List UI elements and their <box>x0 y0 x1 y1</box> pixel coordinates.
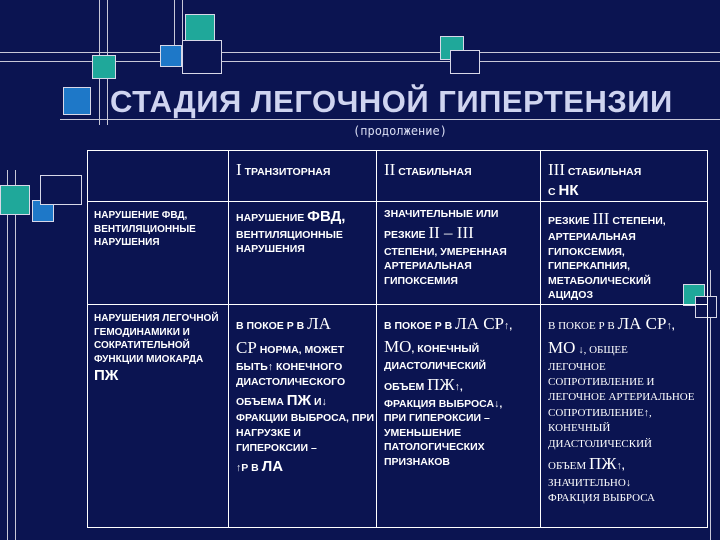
top-rule <box>0 52 720 53</box>
text: И <box>313 396 322 409</box>
text: ОБЪЕМ <box>384 381 425 394</box>
up-arrow-icon: ↑ <box>236 462 242 475</box>
deco-square <box>182 40 222 74</box>
down-arrow-icon: ↓ <box>625 476 632 489</box>
header-stage-3-num: III <box>548 160 565 179</box>
row1-stage2-degree: II – III <box>428 223 474 243</box>
row1-stage3-severe: РЕЗКИЕ <box>548 215 590 227</box>
up-arrow-icon: ↑ <box>616 459 622 472</box>
text: ЗНАЧИТЕЛЬНО <box>548 476 626 489</box>
row1-stage3 <box>548 207 698 303</box>
header-stage-3-text: СТАБИЛЬНАЯ <box>567 166 642 178</box>
header-stage-2 <box>384 158 534 181</box>
text: ФРАКЦИИ ВЫБРОСА, ПРИ НАГРУЗКЕ И ГИПЕРОКСИИ – <box>236 412 374 455</box>
slide-subtitle: (продолжение) <box>353 124 447 138</box>
text: ОБЪЕМ <box>548 459 587 472</box>
down-arrow-icon: ↓ <box>321 396 327 409</box>
row1-stage2-text: ЗНАЧИТЕЛЬНЫЕ ИЛИ <box>384 208 499 220</box>
text: ПРИ ГИПЕРОКСИИ – УМЕНЬШЕНИЕ ПАТОЛОГИЧЕСКИХ ПРИЗНАКОВ <box>384 412 490 468</box>
text: ЛА СР <box>455 314 504 333</box>
up-arrow-icon: ↑ <box>267 361 274 374</box>
row1-stage2-severe: РЕЗКИЕ <box>384 229 426 242</box>
row1-label: НАРУШЕНИЕ ФВД, ВЕНТИЛЯЦИОННЫЕ НАРУШЕНИЯ <box>94 210 196 248</box>
up-arrow-icon: ↑ <box>643 406 650 419</box>
text: ЛА СР <box>617 314 667 333</box>
text: КОНЕЧНОГО ДИАСТОЛИЧЕСКОГО <box>236 361 346 389</box>
text: ФРАКЦИЯ ВЫБРОСА <box>384 397 495 410</box>
header-stage-2-num: II <box>384 160 396 179</box>
row1-stage3-text: СТЕПЕНИ, <box>612 215 666 227</box>
table-col-divider <box>376 150 377 528</box>
text: , ОБЩЕЕ <box>583 343 628 356</box>
text: ПЖ <box>427 375 455 395</box>
row2-stage2: В ПОКОЕ Р В ЛА СР↑, МО, КОНЕЧНЫЙ ДИАСТОЛИЧЕСКИЙ ОБЪЕМ ПЖ↑, ФРАКЦИЯ ВЫБРОСА↓, ПРИ ГИПЕРОКСИИ – УМЕНЬШЕНИЕ ПАТОЛОГИЧЕСКИХ ПРИЗНАКОВ <box>384 314 513 468</box>
row1-stage2-desc: СТЕПЕНИ, УМЕРЕННАЯ АРТЕРИАЛЬНАЯ ГИПОКСЕМИЯ <box>384 245 507 287</box>
text: В ПОКОЕ Р В <box>548 320 615 332</box>
left-edge-rule <box>7 170 8 540</box>
row1-stage3-desc: АРТЕРИАЛЬНАЯ ГИПОКСЕМИЯ, ГИПЕРКАПНИЯ, МЕТАБОЛИЧЕСКИЙ АЦИДОЗ <box>548 231 651 302</box>
text: МО <box>548 337 576 357</box>
deco-square <box>160 45 182 67</box>
text: В ПОКОЕ Р В <box>384 320 453 332</box>
row1-stage1 <box>236 207 374 257</box>
table-col-divider <box>540 150 541 528</box>
text: ЛА <box>261 458 284 476</box>
header-stage-1-num: I <box>236 160 242 179</box>
header-stage-3 <box>548 158 698 202</box>
text: ОБЪЕМА <box>236 396 284 409</box>
text: НОРМА, МОЖЕТ <box>259 344 345 357</box>
down-arrow-icon: ↓ <box>578 343 584 356</box>
text: , КОНЕЧНЫЙ ДИАСТОЛИЧЕСКИЙ <box>384 343 487 372</box>
deco-square <box>63 87 91 115</box>
deco-square <box>0 185 30 215</box>
row1-stage2 <box>384 207 534 288</box>
text: МО <box>384 337 412 357</box>
row2-label-text: НАРУШЕНИЯ ЛЕГОЧНОЙ ГЕМОДИНАМИКИ И СОКРАТИТЕЛЬНОЙ ФУНКЦИИ МИОКАРДА <box>94 313 219 365</box>
up-arrow-icon: ↑ <box>666 320 672 332</box>
text: , КОНЕЧНЫЙ ДИАСТОЛИЧЕСКИЙ <box>548 406 652 450</box>
text: ЛА <box>307 314 331 333</box>
header-stage-3-nk: НК <box>558 182 579 200</box>
down-arrow-icon: ↓ <box>494 397 500 410</box>
row2-label-pzh: ПЖ <box>94 367 119 384</box>
header-stage-3-with: С <box>548 186 556 199</box>
up-arrow-icon: ↑ <box>504 320 510 332</box>
row1-stage1-fvd: ФВД, <box>307 208 346 225</box>
text: БЫТЬ <box>236 361 268 374</box>
row1-stage1-text: НАРУШЕНИЕ <box>236 212 305 224</box>
up-arrow-icon: ↑ <box>454 381 460 394</box>
header-stage-2-text: СТАБИЛЬНАЯ <box>398 166 472 178</box>
table-col-divider <box>228 150 229 528</box>
text: ПЖ <box>286 392 312 410</box>
text: Р В <box>241 462 259 475</box>
text: ЛЕГОЧНОЕ СОПРОТИВЛЕНИЕ И ЛЕГОЧНОЕ АРТЕРИАЛЬНОЕ СОПРОТИВЛЕНИЕ <box>548 360 695 419</box>
deco-square <box>92 55 116 79</box>
header-stage-1 <box>236 158 372 181</box>
table-row-divider <box>87 304 708 305</box>
row1-stage1-vent: ВЕНТИЛЯЦИОННЫЕ НАРУШЕНИЯ <box>236 228 343 256</box>
row2-stage3: В ПОКОЕ Р В ЛА СР↑, МО ↓, ОБЩЕЕ ЛЕГОЧНОЕ СОПРОТИВЛЕНИЕ И ЛЕГОЧНОЕ АРТЕРИАЛЬНОЕ СОПРОТИВЛЕНИЕ↑, КОНЕЧНЫЙ ДИАСТОЛИЧЕСКИЙ ОБЪЕМ ПЖ↑, ЗНАЧИТЕЛЬНО↓ ФРАКЦИЯ ВЫБРОСА <box>548 314 695 505</box>
row2-stage1 <box>236 312 374 477</box>
slide-title: СТАДИЯ ЛЕГОЧНОЙ ГИПЕРТЕНЗИИ <box>110 84 673 119</box>
row2-label <box>94 312 224 386</box>
row1-stage3-degree: III <box>592 209 610 228</box>
deco-square <box>450 50 480 74</box>
text: ПЖ <box>589 453 617 473</box>
left-edge-rule-2 <box>15 170 16 540</box>
deco-square <box>40 175 82 205</box>
text: В ПОКОЕ Р В <box>236 320 305 332</box>
header-stage-1-text: ТРАНЗИТОРНАЯ <box>244 166 331 178</box>
text: ФРАКЦИЯ ВЫБРОСА <box>548 492 655 505</box>
text: СР <box>236 338 257 358</box>
